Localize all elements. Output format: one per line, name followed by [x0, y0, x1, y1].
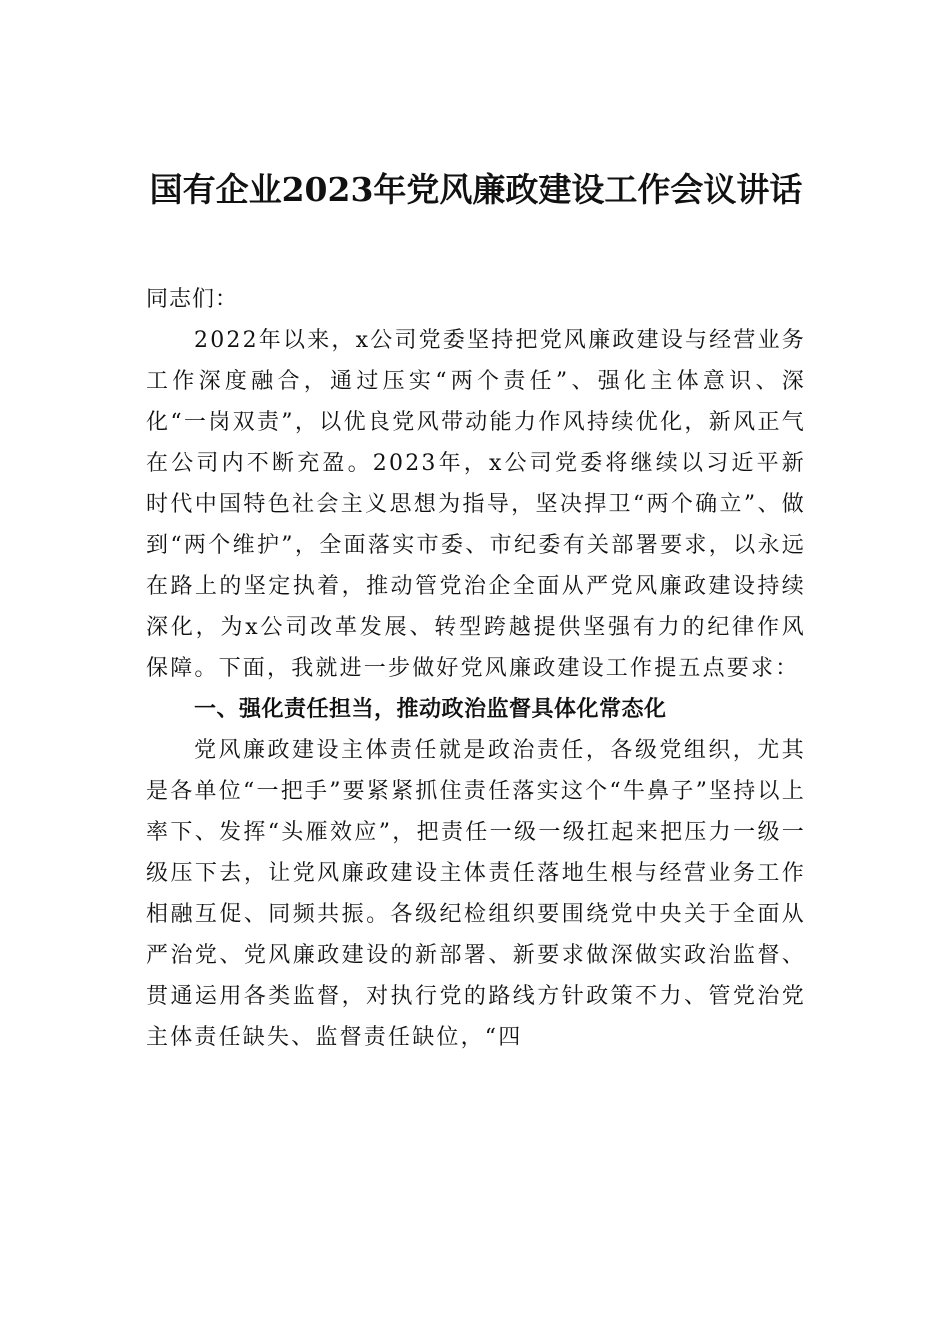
salutation: 同志们： — [146, 287, 239, 312]
section-1-paragraph: 党风廉政建设主体责任就是政治责任，各级党组织，尤其是各单位“一把手”要紧紧抓住责任落实这个“牛鼻子”坚持以上率下、发挥“头雁效应”，把责任一级一级扛起来把压力一级一级压下去，让党风廉政建设主体责任落地生根与经营业务工作相融互促、同频共振。各级纪检组织要围绕党中央关于全面从严治党、党风廉政建设的新部署、新要求做深做实政治监督、贯通运用各类监督，对执行党的路线方针政策不力、管党治党主体责任缺失、监督责任缺位，“四 — [146, 738, 806, 1050]
intro-paragraph: 2022年以来，x公司党委坚持把党风廉政建设与经营业务工作深度融合，通过压实“两个责任”、强化主体意识、深化“一岗双责”，以优良党风带动能力作风持续优化，新风正气在公司内不断充盈。2023年，x公司党委将继续以习近平新时代中国特色社会主义思想为指导，坚决捍卫“两个确立”、做到“两个维护”，全面落实市委、市纪委有关部署要求，以永远在路上的坚定执着，推动管党治企全面从严党风廉政建设持续深化，为x公司改革发展、转型跨越提供坚强有力的纪律作风保障。下面，我就进一步做好党风廉政建设工作提五点要求： — [146, 328, 806, 681]
section-heading-1: 一、强化责任担当，推动政治监督具体化常态化 — [194, 697, 667, 722]
document-body — [146, 279, 806, 1058]
document-title: 国有企业2023年党风廉政建设工作会议讲话 — [149, 170, 803, 209]
document-page — [146, 165, 806, 1058]
